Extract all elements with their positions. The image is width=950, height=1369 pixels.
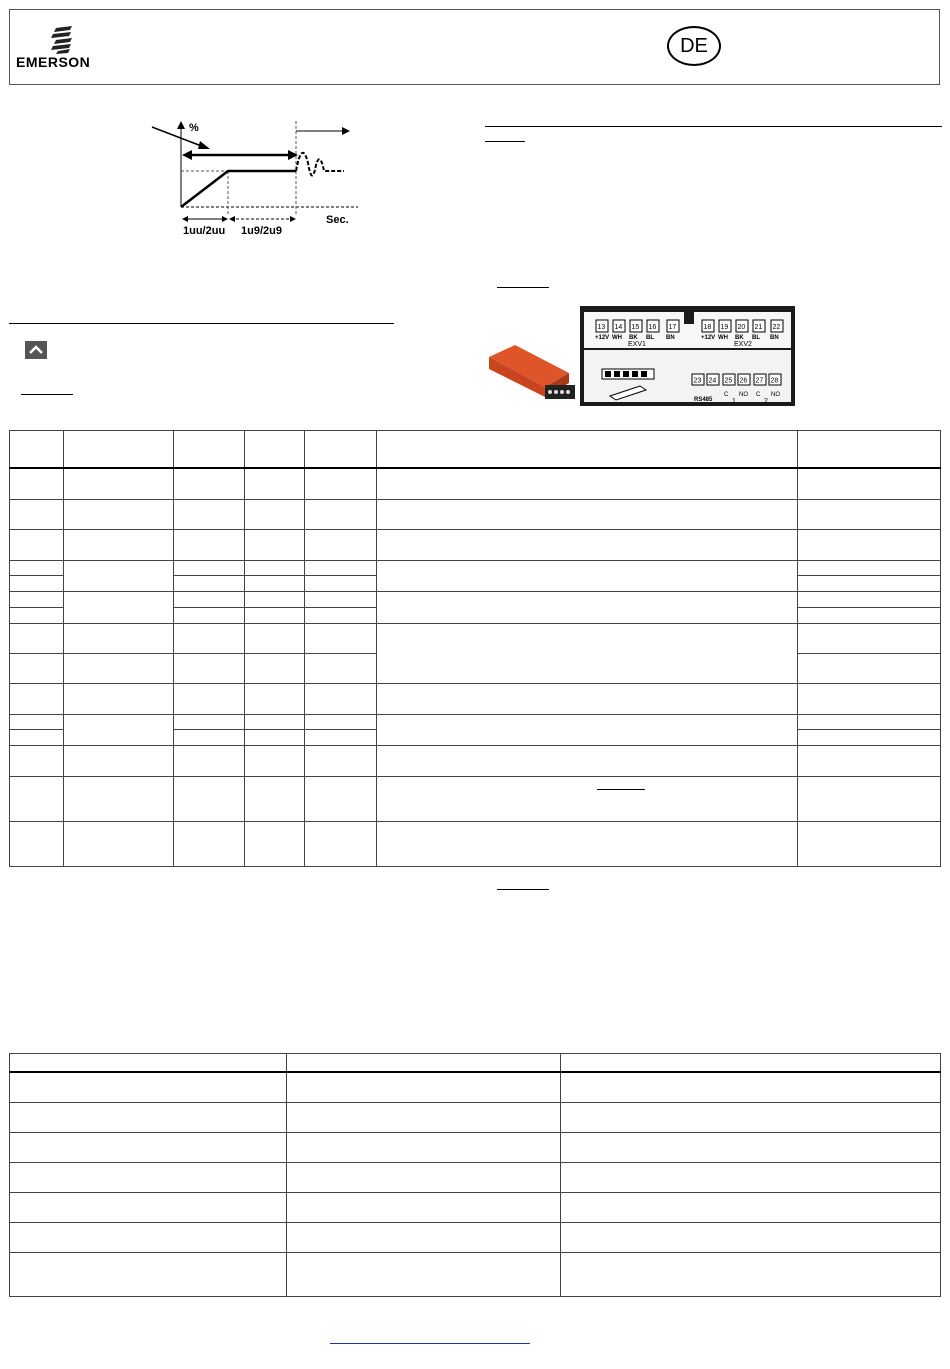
terminal-label: WH [718, 335, 728, 341]
terminal-number: 13 [597, 324, 606, 331]
section-rule-left [9, 323, 394, 324]
terminal-number: 25 [724, 377, 733, 385]
table-row [10, 745, 941, 776]
x-unit-label: Sec. [326, 214, 349, 226]
no1-label: NO [739, 392, 748, 398]
section-rule-right [485, 126, 942, 127]
brand-name: EMERSON [16, 54, 91, 70]
relay-1-label: 1 [732, 398, 736, 405]
table-header-row [10, 1054, 941, 1073]
emerson-logo [16, 26, 116, 72]
terminal-number: 20 [737, 324, 746, 331]
header-cell [561, 1054, 941, 1073]
web-link[interactable] [330, 1343, 530, 1344]
oscillation-curve [296, 153, 344, 176]
table-row [10, 1162, 941, 1192]
terminal-number: 19 [720, 324, 729, 331]
c2-label: C [756, 392, 761, 398]
table-row [10, 591, 941, 607]
document-header [9, 9, 940, 85]
table-row [10, 1222, 941, 1252]
terminal-label: +12V [595, 335, 610, 341]
module-photo [487, 343, 579, 403]
terminal-number: 21 [754, 324, 763, 331]
terminal-label: BN [666, 335, 675, 341]
terminal-label: BL [752, 335, 760, 341]
no2-label: NO [771, 392, 780, 398]
terminal-number: 14 [614, 324, 623, 331]
terminal-number: 15 [631, 324, 640, 331]
exv2-label: EXV2 [734, 341, 752, 348]
terminal-label: BK [629, 335, 638, 341]
relay-2-label: 2 [764, 398, 768, 405]
terminal-number: 27 [755, 377, 764, 385]
terminal-label: BL [646, 335, 654, 341]
header-cell [286, 1054, 561, 1073]
table-header-row [10, 431, 941, 469]
up-key-icon [25, 341, 47, 359]
terminal-number: 26 [739, 377, 748, 385]
table-row [10, 1132, 941, 1162]
terminal-number: 16 [648, 324, 657, 331]
pointer-arrowhead [198, 141, 210, 149]
terminal-number: 28 [770, 377, 779, 385]
table-row [10, 499, 941, 529]
emerson-logo-mark [16, 26, 116, 54]
table-row [10, 683, 941, 714]
underline [597, 789, 645, 790]
parameter-table [9, 430, 941, 867]
table-row [10, 1192, 941, 1222]
terminal-diagram [580, 306, 795, 406]
underline [497, 287, 549, 288]
table-row [10, 776, 941, 821]
underline [21, 394, 73, 395]
rs485-label: RS485 [694, 397, 713, 403]
table-row [10, 468, 941, 499]
y-axis-arrow [177, 121, 185, 129]
terminal-13 [595, 320, 609, 341]
header-cell [10, 1054, 287, 1073]
terminal-svg [580, 306, 795, 406]
header-cell [63, 431, 173, 469]
opening-curve [181, 171, 296, 207]
table-row [10, 821, 941, 866]
underline [485, 141, 525, 142]
table-row [10, 560, 941, 575]
table-row [10, 529, 941, 560]
terminal-label: +12V [701, 335, 716, 341]
opening-curve-graph [140, 115, 370, 240]
summary-table [9, 1053, 941, 1297]
header-cell [244, 431, 304, 469]
header-cell [376, 431, 798, 469]
terminal-label: WH [612, 335, 622, 341]
table-row [10, 623, 941, 653]
table-row [10, 1252, 941, 1296]
terminal-number: 22 [772, 324, 781, 331]
table-row [10, 1072, 941, 1102]
header-cell [798, 431, 941, 469]
terminal-number: 23 [693, 377, 702, 385]
time-label-2: 1u9/2u9 [241, 225, 282, 237]
time-label-1: 1uu/2uu [183, 225, 226, 237]
terminal-number: 17 [668, 324, 677, 331]
terminal-number: 18 [703, 324, 712, 331]
underline [497, 889, 549, 890]
table-row [10, 714, 941, 729]
terminal-18 [701, 320, 715, 341]
terminal-label: BK [735, 335, 744, 341]
y-unit-label: % [189, 122, 199, 134]
terminal-label: BN [770, 335, 779, 341]
language-badge: DE [667, 26, 721, 66]
header-cell [173, 431, 244, 469]
header-cell [10, 431, 64, 469]
c1-label: C [724, 392, 729, 398]
table-row [10, 1102, 941, 1132]
exv1-label: EXV1 [628, 341, 646, 348]
terminal-number: 24 [708, 377, 717, 385]
header-cell [304, 431, 376, 469]
